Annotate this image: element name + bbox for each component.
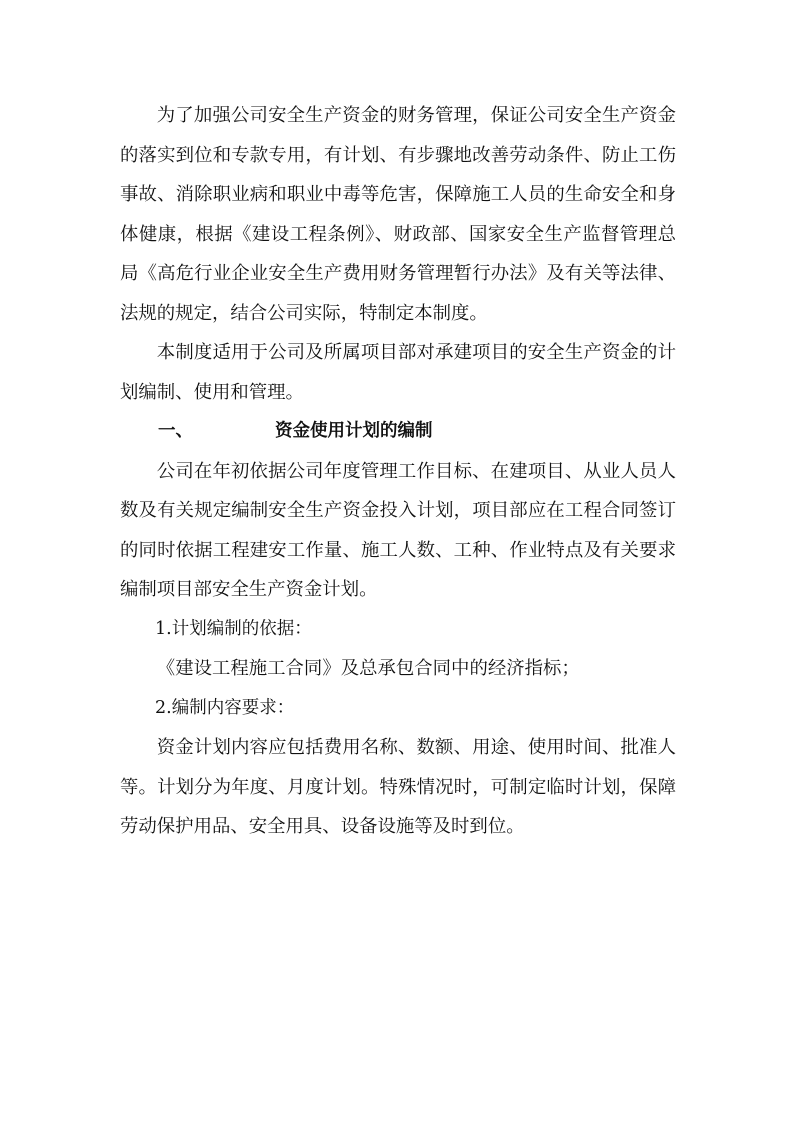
subsection-number-1: 1. [155, 618, 172, 639]
scope-paragraph: 本制度适用于公司及所属项目部对承建项目的安全生产资金的计划编制、使用和管理。 [120, 342, 676, 403]
section-heading [120, 412, 676, 452]
section-title: 资金使用计划的编制 [275, 421, 433, 441]
subsection-heading-2 [120, 689, 676, 729]
subsection-heading-1 [120, 610, 676, 650]
intro-paragraph: 为了加强公司安全生产资金的财务管理，保证公司安全生产资金的落实到位和专款专用，有计划、有步骤地改善劳动条件、防止工伤事故、消除职业病和职业中毒等危害，保障施工人员的生命安全和身体健康，根据《建设工程条例》、财政部、国家安全生产监督管理总局《高危行业企业安全生产费用财务管理暂行办法》及有关等法律、法规的规定，结合公司实际，特制定本制度。 [120, 105, 676, 324]
subsection-number-2: 2. [155, 697, 172, 718]
section-paragraph: 公司在年初依据公司年度管理工作目标、在建项目、从业人员人数及有关规定编制安全生产资金投入计划，项目部应在工程合同签订的同时依据工程建安工作量、施工人数、工种、作业特点及有关要求编制项目部安全生产资金计划。 [120, 460, 676, 600]
subsection-title-2: 编制内容要求： [171, 697, 295, 718]
subsection-paragraph-1: 《建设工程施工合同》及总承包合同中的经济指标； [156, 658, 580, 679]
subsection-title-1: 计划编制的依据： [171, 618, 312, 639]
section-number: 一、 [158, 421, 193, 441]
document-body [120, 96, 676, 847]
subsection-paragraph-2: 资金计划内容应包括费用名称、数额、用途、使用时间、批准人等。计划分为年度、月度计划。特殊情况时，可制定临时计划，保障劳动保护用品、安全用具、设备设施等及时到位。 [120, 737, 676, 837]
